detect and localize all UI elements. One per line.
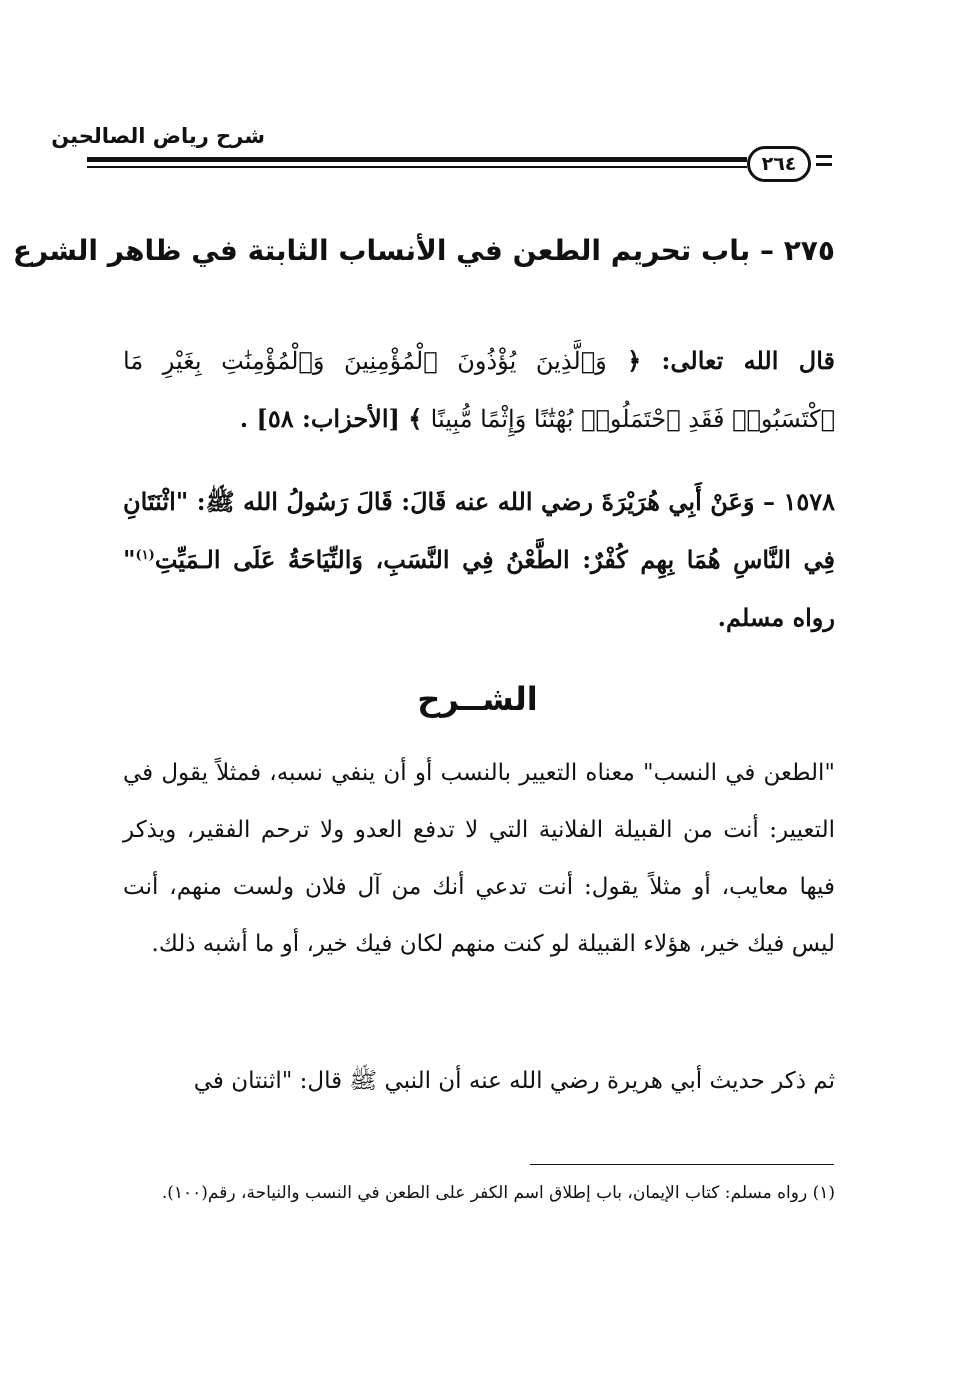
- page-number-ornament: [816, 155, 832, 173]
- hadith-lead: ١٥٧٨ – وَعَنْ أَبِي هُرَيْرَةَ رضي الله عنه قَالَ: قَالَ رَسُولُ الله ﷺ:: [196, 487, 836, 516]
- hadith-text: "اثْنَتَانِ فِي النَّاسِ هُمَا بِهِم كُفْرٌ: الطَّعْنُ فِي النَّسَبِ، وَالنِّيَاحَةُ عَلَى الـمَيِّتِ: [123, 487, 835, 574]
- quran-verse: وَٱلَّذِينَ يُؤْذُونَ ٱلْمُؤْمِنِينَ وَٱلْمُؤْمِنَٰتِ بِغَيْرِ مَا ٱكْتَسَبُوا۟ فَقَدِ ٱحْتَمَلُوا۟ بُهْتَٰنًا وَإِثْمًا مُّبِينًا: [123, 347, 835, 433]
- header-rule-thick: [87, 157, 747, 162]
- footnote-rule: [530, 1164, 834, 1165]
- quran-intro: قال الله تعالى:: [661, 346, 835, 375]
- sharh-heading: الشــرح: [417, 680, 538, 718]
- header-rule-thin: [87, 166, 747, 168]
- quran-citation: [123, 332, 835, 448]
- hadith-source: رواه مسلم.: [717, 603, 835, 632]
- quran-reference: [الأحزاب: ٥٨] .: [239, 404, 400, 433]
- footnote-marker: (١): [135, 548, 155, 563]
- hadith-paragraph: [123, 473, 835, 647]
- page-number-badge: ٢٦٤: [747, 146, 811, 182]
- hadith-close-quote: ": [123, 545, 136, 574]
- quran-close-bracket: ﴾: [408, 404, 423, 433]
- running-header-title: شرح رياض الصالحين: [51, 124, 265, 148]
- chapter-title: ٢٧٥ – باب تحريم الطعن في الأنساب الثابتة في ظاهر الشرع: [12, 234, 835, 267]
- sharh-paragraph: "الطعن في النسب" معناه التعيير بالنسب أو أن ينفي نسبه، فمثلاً يقول في التعيير: أنت من القبيلة الفلانية التي لا تدفع العدو ولا ترحم الفقير، ويذكر فيها معايب، أو مثلاً يقول: أنت تدعي أنك من آل فلان ولست منهم، أنت ليس فيك خير، هؤلاء القبيلة لو كنت منهم لكان فيك خير، أو ما أشبه ذلك.: [123, 760, 835, 957]
- footnote-text: (١) رواه مسلم: كتاب الإيمان، باب إطلاق اسم الكفر على الطعن في النسب والنياحة، رقم(١٠٠).: [161, 1183, 835, 1203]
- quran-open-bracket: ﴿: [627, 346, 642, 375]
- sharh-continuation: ثم ذكر حديث أبي هريرة رضي الله عنه أن النبي ﷺ قال: "اثنتان في: [193, 1068, 835, 1094]
